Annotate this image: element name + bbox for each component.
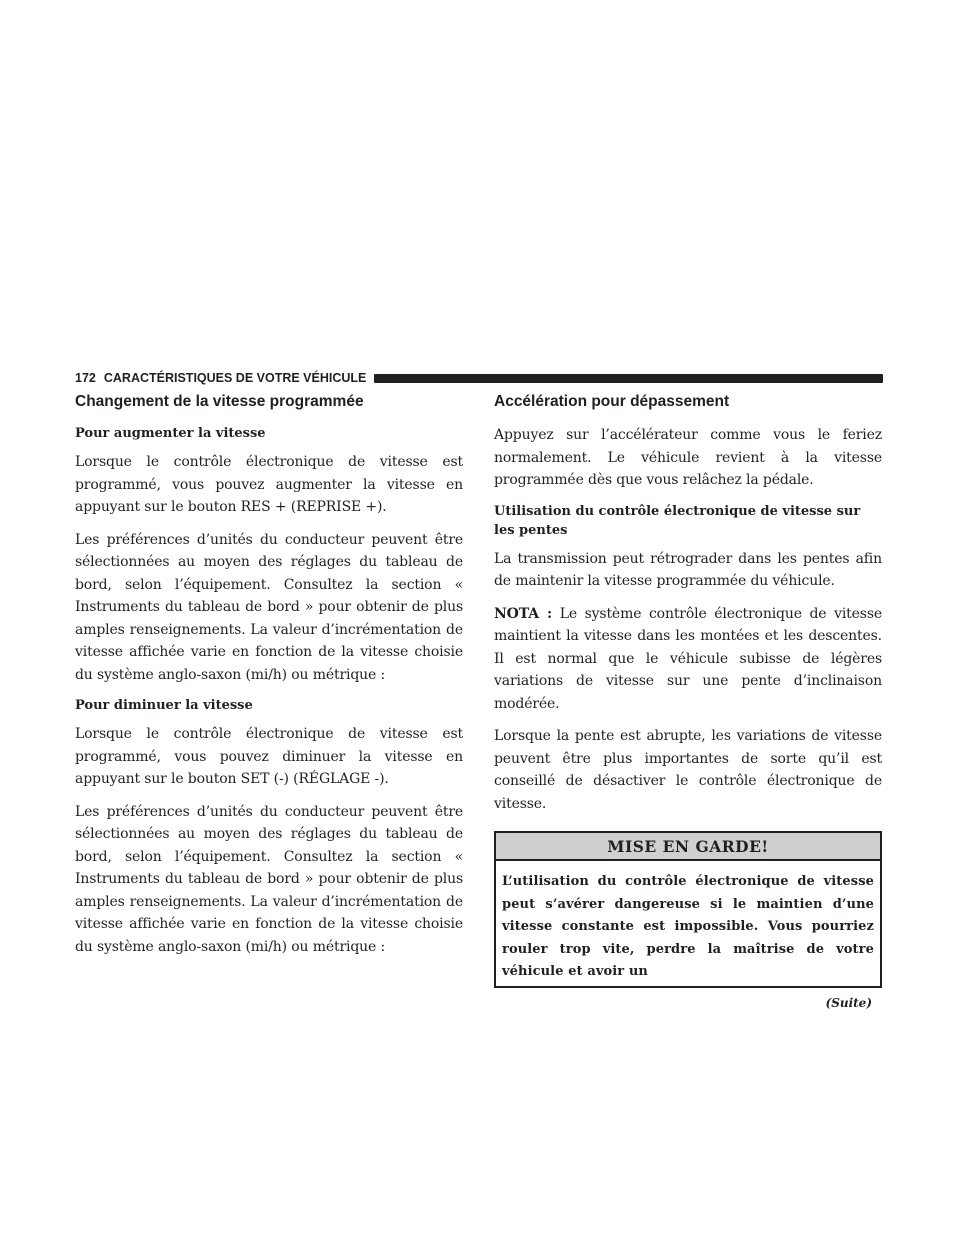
page-header	[75, 370, 883, 386]
paragraph-units-preference-2: Les préférences d’unités du conducteur peuvent être sélectionnées au moyen des réglages du tableau de bord, selon l’équipement. Consultez la section « Instruments du tableau de bord » pour obtenir de plus amples renseignements. La valeur d’incrémentation de vitesse affichée varie en fonction de la vitesse choisie du système anglo-saxon (mi/h) ou métrique :	[75, 803, 463, 955]
section-heading-passing-acceleration: Accélération pour dépassement	[494, 393, 730, 410]
warning-title: MISE EN GARDE!	[496, 833, 880, 861]
header-rule	[374, 374, 883, 383]
paragraph-downshift: La transmission peut rétrograder dans les pentes afin de maintenir la vitesse programmée du véhicule.	[494, 550, 882, 589]
subheading-hills: Utilisation du contrôle électronique de vitesse sur les pentes	[494, 503, 861, 538]
left-column	[75, 392, 463, 968]
subheading-decrease-speed: Pour diminuer la vitesse	[75, 698, 253, 713]
warning-text: L’utilisation du contrôle électronique de vitesse peut s’avérer dangereuse si le maintien d’une vitesse constante est impossible. Vous pourriez rouler trop vite, perdre la maîtrise de votre véhicule et avoir un	[502, 874, 874, 979]
continued-label: (Suite)	[825, 995, 872, 1010]
note-label: NOTA :	[494, 605, 553, 622]
paragraph-units-preference-1: Les préférences d’unités du conducteur peuvent être sélectionnées au moyen des réglages du tableau de bord, selon l’équipement. Consultez la section « Instruments du tableau de bord » pour obtenir de plus amples renseignements. La valeur d’incrémentation de vitesse affichée varie en fonction de la vitesse choisie du système anglo-saxon (mi/h) ou métrique :	[75, 531, 463, 683]
paragraph-decrease-speed: Lorsque le contrôle électronique de vitesse est programmé, vous pouvez diminuer la vitesse en appuyant sur le bouton SET (-) (RÉGLAGE -).	[75, 726, 463, 787]
paragraph-increase-speed: Lorsque le contrôle électronique de vitesse est programmé, vous pouvez augmenter la vitesse en appuyant sur le bouton RES + (REPRISE +).	[75, 454, 463, 515]
section-heading-set-speed-change: Changement de la vitesse programmée	[75, 393, 364, 410]
right-column	[494, 392, 882, 1010]
paragraph-accelerator: Appuyez sur l’accélérateur comme vous le feriez normalement. Le véhicule revient à la vitesse programmée dès que vous relâchez la pédale.	[494, 427, 882, 488]
note-paragraph	[494, 603, 882, 716]
warning-box	[494, 831, 882, 988]
subheading-increase-speed: Pour augmenter la vitesse	[75, 426, 266, 441]
note-text: Le système contrôle électronique de vitesse maintient la vitesse dans les montées et les descentes. Il est normal que le véhicule subisse de légères variations de vitesse sur une pente d’inclinaison modérée.	[494, 605, 882, 712]
paragraph-steep-slope: Lorsque la pente est abrupte, les variations de vitesse peuvent être plus importantes de sorte qu’il est conseillé de désactiver le contrôle électronique de vitesse.	[494, 728, 882, 812]
chapter-title: CARACTÉRISTIQUES DE VOTRE VÉHICULE	[103, 371, 367, 385]
page-number: 172	[75, 371, 96, 385]
